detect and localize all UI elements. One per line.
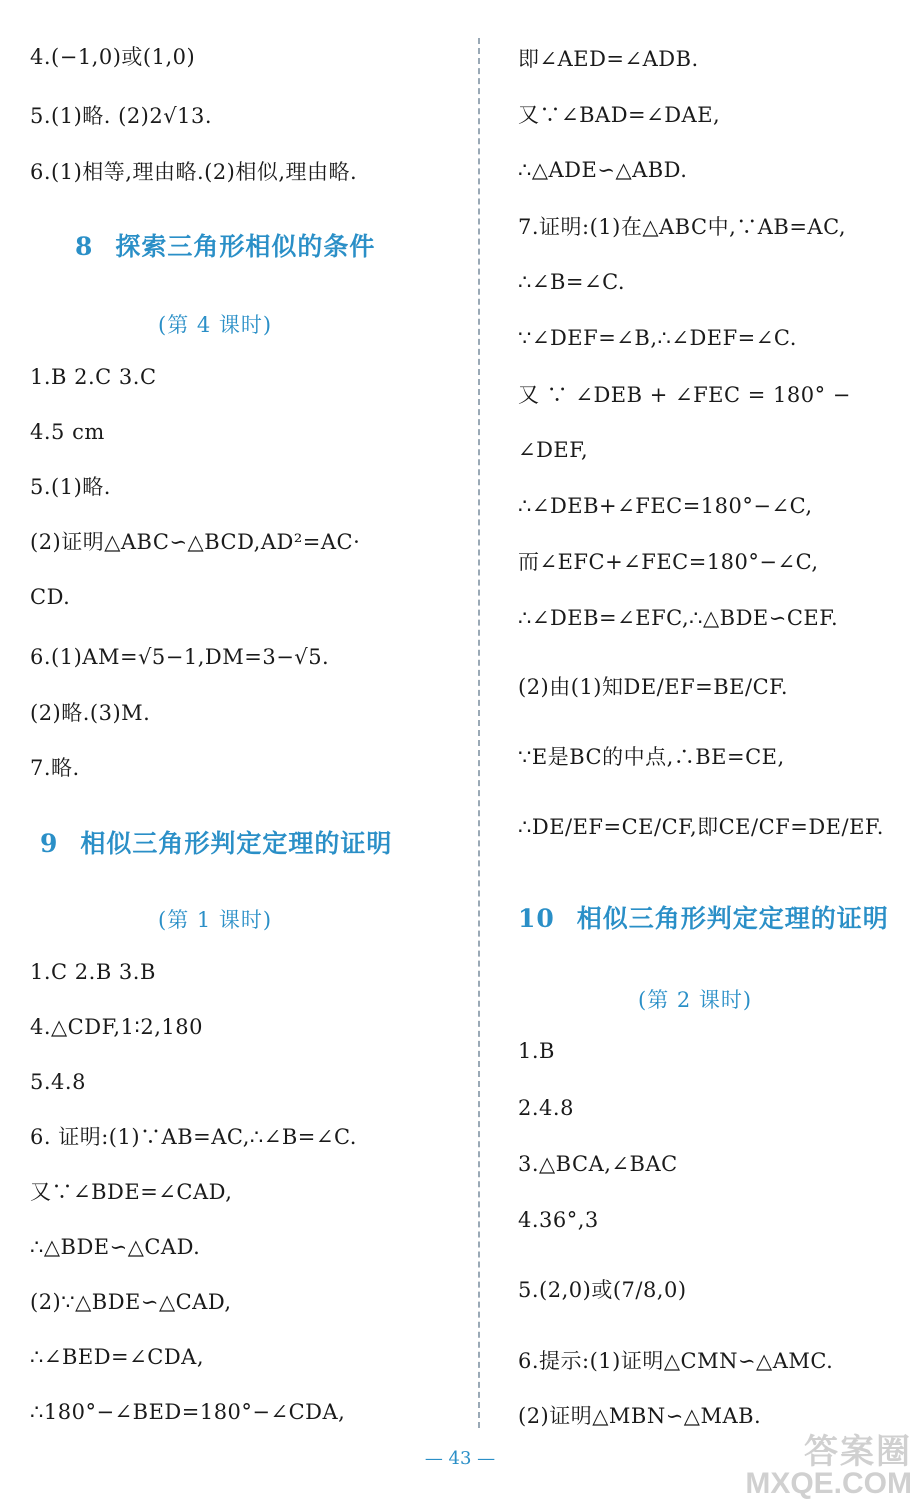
answer-line: ∴△ADE∽△ABD. [518,158,688,182]
answer-line: 5.(2,0)或(7/8,0) [518,1278,687,1302]
answer-line: 6.(1)AM=√5−1,DM=3−√5. [30,645,330,669]
answer-line: ∴180°−∠BED=180°−∠CDA, [30,1400,346,1424]
answer-line: ∠DEF, [518,438,589,462]
answer-line: 1.C 2.B 3.B [30,960,156,984]
lesson-label: (第 1 课时) [158,908,273,932]
answer-line: 4.36°,3 [518,1208,599,1232]
answer-line: (2)略.(3)M. [30,701,151,725]
answer-line: 6.提示:(1)证明△CMN∽△AMC. [518,1349,834,1373]
lesson-label: (第 2 课时) [638,988,753,1012]
section-heading-10 [518,902,889,936]
answer-line: 7.略. [30,756,80,780]
answer-line: 6.(1)相等,理由略.(2)相似,理由略. [30,160,358,184]
answer-line: 即∠AED=∠ADB. [518,47,699,71]
answer-line: ∴△BDE∽△CAD. [30,1235,201,1259]
lesson-label: (第 4 课时) [158,313,273,337]
answer-line: 6. 证明:(1)∵AB=AC,∴∠B=∠C. [30,1125,357,1149]
watermark-url: MXQE.COM [745,1467,912,1500]
watermark-logo-text: 答案圈 [804,1433,912,1471]
column-divider [478,38,480,1428]
answer-line: 5.(1)略. (2)2√13. [30,104,213,128]
page-number: — 43 — [424,1448,496,1469]
answer-line: 5.4.8 [30,1070,86,1094]
section-heading-9 [40,827,392,861]
answer-line: ∴∠BED=∠CDA, [30,1345,204,1369]
answer-line: ∵∠DEF=∠B,∴∠DEF=∠C. [518,326,797,350]
answer-line: (2)证明△MBN∽△MAB. [518,1404,762,1428]
section-title: 相似三角形判定定理的证明 [80,829,393,858]
section-title: 探索三角形相似的条件 [115,232,376,261]
answer-line: 4.△CDF,1∶2,180 [30,1015,204,1039]
answer-line: ∴∠B=∠C. [518,270,626,294]
section-number: 10 [518,904,555,933]
answer-line: ∴∠DEB+∠FEC=180°−∠C, [518,494,813,518]
answer-line: (2)由(1)知DE/EF=BE/CF. [518,675,789,699]
answer-line: 又∵∠BAD=∠DAE, [518,103,721,127]
answer-line: 而∠EFC+∠FEC=180°−∠C, [518,550,819,574]
section-title: 相似三角形判定定理的证明 [576,904,889,933]
answer-line: CD. [30,585,71,609]
answer-line: 2.4.8 [518,1096,574,1120]
section-heading-8 [75,230,375,264]
answer-line: 7.证明:(1)在△ABC中,∵AB=AC, [518,215,847,239]
answer-line: 1.B 2.C 3.C [30,365,157,389]
answer-line: 4.5 cm [30,420,105,444]
answer-line: 又∵∠BDE=∠CAD, [30,1180,233,1204]
answer-line: (2)∵△BDE∽△CAD, [30,1290,232,1314]
answer-line: ∴∠DEB=∠EFC,∴△BDE∽CEF. [518,606,839,630]
answer-line: 5.(1)略. [30,475,111,499]
answer-line: ∵E是BC的中点,∴BE=CE, [518,745,785,769]
site-watermark [745,1433,912,1500]
answer-line: (2)证明△ABC∽△BCD,AD²=AC· [30,530,361,554]
section-number: 8 [75,232,94,261]
answer-line: 1.B [518,1039,555,1063]
answer-line: ∴DE/EF=CE/CF,即CE/CF=DE/EF. [518,815,884,839]
section-number: 9 [40,829,59,858]
answer-line: 3.△BCA,∠BAC [518,1152,678,1176]
answer-line: 又 ∵ ∠DEB + ∠FEC = 180° − [518,383,851,407]
answer-line: 4.(−1,0)或(1,0) [30,45,196,69]
